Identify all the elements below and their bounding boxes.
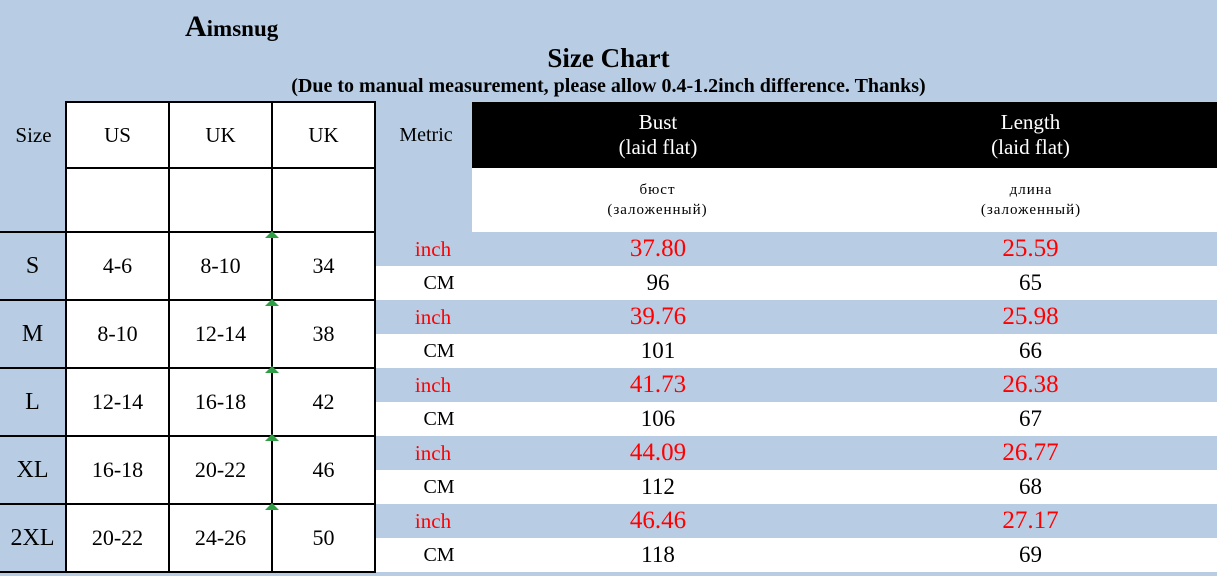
size-chart-table <box>0 101 1217 573</box>
translation-bust <box>472 168 844 232</box>
translation-size-blank <box>0 168 66 232</box>
row-bust-inch: 41.73 <box>472 368 844 402</box>
row-bust-cm: 101 <box>472 334 844 368</box>
corner-marker-icon <box>265 231 279 238</box>
brand-name: imsnug <box>206 16 279 41</box>
row-uk1-value: 16-18 <box>169 368 272 436</box>
row-uk1-value: 8-10 <box>169 232 272 300</box>
header-bust-line2: (laid flat) <box>618 135 698 159</box>
translation-us-blank <box>66 168 169 232</box>
translation-bust-line2: (заложенный) <box>607 202 708 218</box>
page-title: Size Chart <box>547 43 670 73</box>
table-row <box>0 436 1217 470</box>
row-uk2-value: 50 <box>272 504 375 572</box>
translation-metric-blank <box>375 168 472 232</box>
translation-uk2-blank <box>272 168 375 232</box>
header-bust-line1: Bust <box>638 110 678 135</box>
row-size-label: 2XL <box>0 504 66 572</box>
brand-logo <box>185 10 278 44</box>
row-uk2-value: 46 <box>272 436 375 504</box>
row-bust-inch: 37.80 <box>472 232 844 266</box>
row-uk1-value: 20-22 <box>169 436 272 504</box>
translation-length-line2: (заложенный) <box>980 202 1082 218</box>
row-bust-cm: 112 <box>472 470 844 504</box>
corner-marker-icon <box>265 434 279 441</box>
table-translation-row <box>0 168 1217 232</box>
header-us: US <box>66 102 169 168</box>
row-uk1-value: 12-14 <box>169 300 272 368</box>
row-bust-cm: 118 <box>472 538 844 572</box>
row-metric-inch: inch <box>375 300 472 334</box>
row-metric-cm: CM <box>375 334 472 368</box>
translation-length-line1: длина <box>1009 181 1053 198</box>
row-bust-inch: 46.46 <box>472 504 844 538</box>
row-length-inch: 25.98 <box>844 300 1217 334</box>
row-us-value: 8-10 <box>66 300 169 368</box>
row-size-label: L <box>0 368 66 436</box>
translation-bust-line1: бюст <box>639 181 676 198</box>
row-metric-inch: inch <box>375 368 472 402</box>
row-metric-inch: inch <box>375 232 472 266</box>
header-metric: Metric <box>399 123 453 146</box>
row-bust-inch: 44.09 <box>472 436 844 470</box>
header-length-line1: Length <box>1000 110 1061 135</box>
row-metric-cm: CM <box>375 266 472 300</box>
table-header-row <box>0 102 1217 168</box>
row-uk2-value: 42 <box>272 368 375 436</box>
row-us-value: 16-18 <box>66 436 169 504</box>
row-length-cm: 66 <box>844 334 1217 368</box>
row-metric-cm: CM <box>375 470 472 504</box>
table-row <box>0 300 1217 334</box>
row-uk2-value: 38 <box>272 300 375 368</box>
row-uk2-value: 34 <box>272 232 375 300</box>
brand-initial: A <box>185 10 207 43</box>
corner-marker-icon <box>265 299 279 306</box>
row-length-inch: 26.77 <box>844 436 1217 470</box>
table-row <box>0 232 1217 266</box>
row-length-inch: 26.38 <box>844 368 1217 402</box>
row-size-label: XL <box>0 436 66 504</box>
row-metric-inch: inch <box>375 436 472 470</box>
header-bust <box>472 102 844 168</box>
row-metric-inch: inch <box>375 504 472 538</box>
row-us-value: 20-22 <box>66 504 169 572</box>
translation-length <box>844 168 1217 232</box>
row-us-value: 12-14 <box>66 368 169 436</box>
header-uk-1: UK <box>169 102 272 168</box>
header-length <box>844 102 1217 168</box>
row-length-inch: 27.17 <box>844 504 1217 538</box>
row-metric-cm: CM <box>375 402 472 436</box>
row-bust-cm: 106 <box>472 402 844 436</box>
row-size-label: S <box>0 232 66 300</box>
row-length-cm: 67 <box>844 402 1217 436</box>
header-size: Size <box>15 122 52 147</box>
row-bust-cm: 96 <box>472 266 844 300</box>
corner-marker-icon <box>265 366 279 373</box>
row-length-cm: 65 <box>844 266 1217 300</box>
row-bust-inch: 39.76 <box>472 300 844 334</box>
row-us-value: 4-6 <box>66 232 169 300</box>
row-metric-cm: CM <box>375 538 472 572</box>
row-length-cm: 69 <box>844 538 1217 572</box>
header-uk-2: UK <box>272 102 375 168</box>
row-length-inch: 25.59 <box>844 232 1217 266</box>
table-row <box>0 368 1217 402</box>
row-length-cm: 68 <box>844 470 1217 504</box>
row-uk1-value: 24-26 <box>169 504 272 572</box>
corner-marker-icon <box>265 503 279 510</box>
page-subtitle: (Due to manual measurement, please allow 0.4-1.2inch difference. Thanks) <box>291 75 926 97</box>
table-row <box>0 504 1217 538</box>
row-size-label: M <box>0 300 66 368</box>
header-length-line2: (laid flat) <box>991 135 1070 159</box>
translation-uk1-blank <box>169 168 272 232</box>
